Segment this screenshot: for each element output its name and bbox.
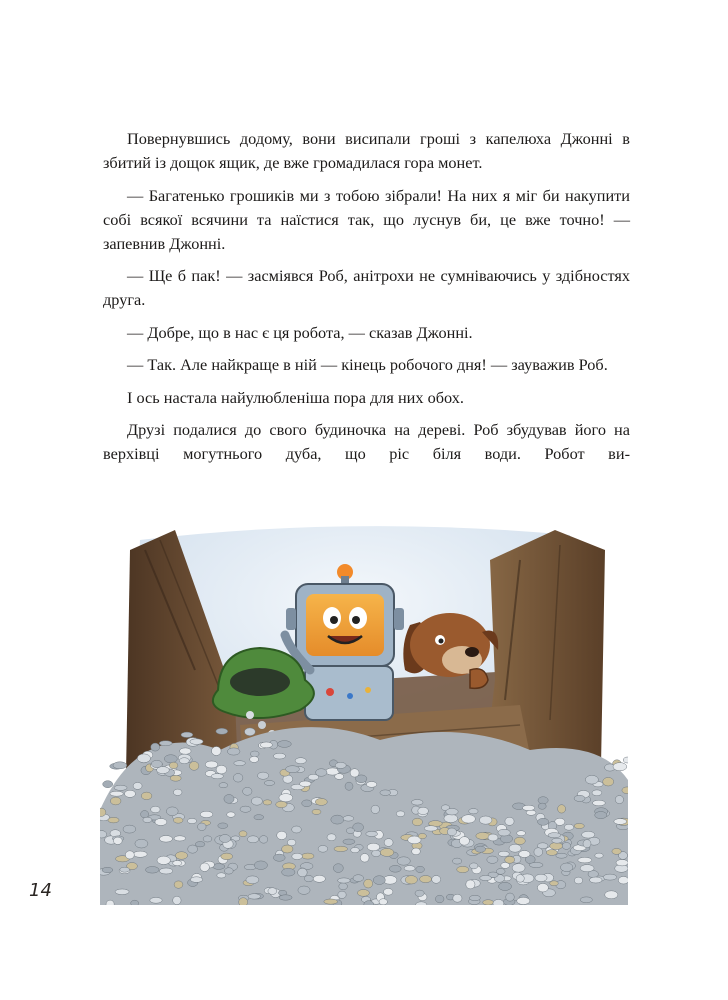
paragraph: Повернувшись додому, вони висипали гроші з капелюха Джонні в збитий із дощок ящик, де вже громадилася гора монет. (103, 129, 630, 172)
story-text (103, 127, 630, 466)
robot-screen (306, 594, 384, 656)
paragraph: І ось настала найулюбленіша пора для них обох. (127, 387, 464, 407)
paragraph: — Багатенько грошиків ми з тобою зібрали! На них я міг би накупити собі всякої всячини та наїстися так, що луснув би, це вже точно! — запевнив Джонні. (103, 185, 630, 253)
paragraph: — Добре, що в нас є ця робота, — сказав Джонні. (127, 322, 473, 342)
paragraph: — Так. Але найкраще в ній — кінець робочого дня! — зауважив Роб. (127, 355, 608, 374)
paragraph: — Ще б пак! — засміявся Роб, анітрохи не сумніваючись у здібностях друга. (103, 266, 630, 309)
page-number: 14 (29, 880, 52, 901)
paragraph: Друзі подалися до свого будиночка на дереві. Роб збудував його на верхівці могутнього дуба, що ріс біля води. Робот ви- (103, 420, 630, 463)
coin-pile (100, 727, 628, 905)
story-illustration (100, 520, 628, 905)
robot-body (305, 666, 393, 720)
